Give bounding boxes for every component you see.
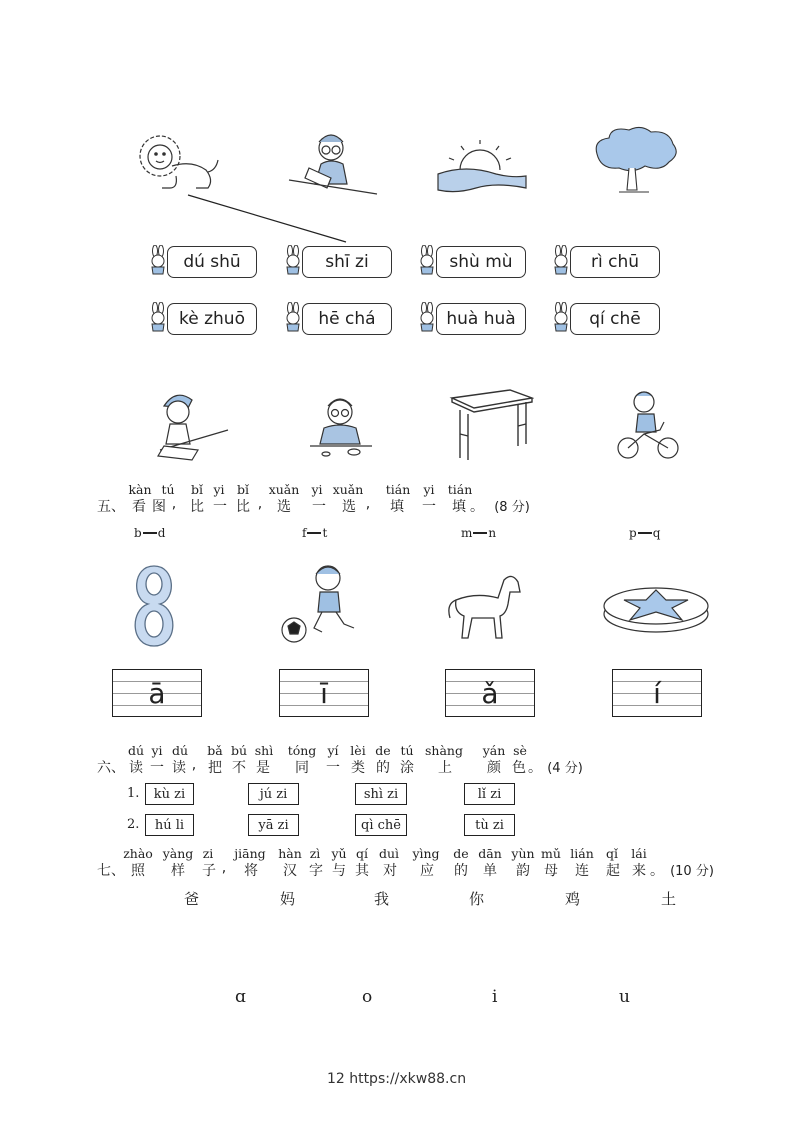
title-char: 字 [309,863,323,879]
letter: m [461,526,473,540]
score: (8 分) [494,500,530,515]
title-char: 填 [452,499,466,515]
title-char: 比 [236,499,250,515]
title-char: 填 [390,499,404,515]
title-char: , [365,496,371,512]
bunny-icon [416,302,438,332]
bunny-icon [147,245,169,275]
pinyin-syllable: yí [327,743,339,758]
pinyin-syllable: bǐ [237,482,249,497]
pinyin-syllable: zì [309,846,321,861]
title-char: 色 [512,760,526,776]
title-char: 选 [342,499,356,515]
pinyin-syllable: yùn [511,846,535,861]
title-char: 一 [326,760,340,776]
title-char: 的 [376,760,390,776]
page-footer: 12 https://xkw88.cn [326,1071,467,1087]
pinyin-card-ke-zhuo[interactable]: kè zhuō [167,303,257,335]
bunny-icon [416,245,438,275]
pinyin-syllable: yàng [162,846,194,861]
pair-dash [473,532,487,534]
title-char: 的 [454,863,468,879]
question-number: 五、 [97,499,125,515]
chinese-checkers-icon [602,578,710,634]
question-number: 六、 [97,760,125,776]
pinyin-card-he-cha[interactable]: hē chá [302,303,392,335]
hanzi-bà[interactable]: 爸 [184,890,200,908]
title-char: 比 [190,499,204,515]
letter: q [652,526,661,540]
tone-mark: í [653,677,661,710]
desk-icon [448,388,534,464]
word-box[interactable]: shì zi [355,783,407,805]
q5-title [0,496,793,516]
title-char: 。 [528,760,542,776]
title-char: 是 [256,760,270,776]
pinyin-syllable: qǐ [606,846,618,861]
pinyin-card-shu-mu[interactable]: shù mù [436,246,526,278]
pinyin-syllable: tián [385,482,411,497]
title-char: 汉 [283,863,297,879]
pinyin-syllable: yán [482,743,506,758]
pinyin-card-ri-chu[interactable]: rì chū [570,246,660,278]
pinyin-syllable: tóng [287,743,317,758]
pinyin-syllable: dān [478,846,502,861]
pinyin-syllable: sè [513,743,527,758]
tone-mark: ǎ [481,677,499,710]
pinyin-card-du-shu[interactable]: dú shū [167,246,257,278]
pinyin-syllable: lái [631,846,647,861]
hanzi-nǐ[interactable]: 你 [469,890,485,908]
title-char: 来 [632,863,646,879]
q7-title [0,860,793,880]
title-char: , [191,757,197,773]
title-char: 连 [575,863,589,879]
letter: d [157,526,166,540]
title-char: , [257,496,263,512]
title-char: 不 [232,760,246,776]
writing-box[interactable] [445,669,535,717]
pinyin-syllable: kàn [128,482,152,497]
number-eight-icon [124,562,182,650]
tone-mark: ī [320,677,328,710]
title-char: 起 [606,863,620,879]
bunny-icon [550,302,572,332]
title-char: 同 [295,760,309,776]
title-char: 涂 [400,760,414,776]
final-o[interactable]: o [362,987,373,1007]
pinyin-syllable: yi [151,743,163,758]
pinyin-syllable: lián [570,846,594,861]
boy-drinking-tea-icon [306,388,376,464]
word-box[interactable]: qì chē [355,814,407,836]
hanzi-wǒ[interactable]: 我 [374,890,390,908]
title-char: 。 [650,863,664,879]
word-box[interactable]: kù zi [145,783,194,805]
pair-dash [307,532,321,534]
pinyin-syllable: xuǎn [332,482,364,497]
pinyin-syllable: shàng [425,743,463,758]
pinyin-syllable: xuǎn [268,482,300,497]
title-char: 上 [438,760,452,776]
pinyin-card-hua-hua[interactable]: huà huà [436,303,526,335]
writing-box[interactable] [112,669,202,717]
letter: p [629,526,637,540]
boy-kicking-ball-icon [278,562,362,644]
pinyin-syllable: zhào [123,846,153,861]
title-char: 一 [422,499,436,515]
boy-cycling-icon [614,386,684,464]
pair-dash [143,532,157,534]
title-char: 对 [383,863,397,879]
horse-icon [446,570,526,642]
letter-pair-p-q [629,526,660,540]
score: (4 分) [547,761,583,776]
bunny-icon [147,302,169,332]
letter: t [322,526,328,540]
title-char: 读 [129,760,143,776]
letter-pair-b-d [134,526,165,540]
title-char: 照 [131,863,145,879]
title-char: 看 [132,499,146,515]
title-char: 与 [332,863,346,879]
pinyin-syllable: shì [254,743,274,758]
pinyin-syllable: zi [202,846,214,861]
pinyin-syllable: de [375,743,391,758]
word-box[interactable]: hú li [145,814,194,836]
writing-box[interactable] [279,669,369,717]
score: (10 分) [670,864,714,879]
question-number: 七、 [97,863,125,879]
pinyin-syllable: lèi [350,743,366,758]
title-char: 韵 [516,863,530,879]
title-char: 读 [172,760,186,776]
pinyin-syllable: tián [447,482,473,497]
pinyin-syllable: yìng [412,846,440,861]
pinyin-syllable: tú [400,743,414,758]
word-box[interactable]: yā zi [248,814,299,836]
pinyin-syllable: bǐ [191,482,203,497]
pinyin-card-qi-che[interactable]: qí chē [570,303,660,335]
pinyin-syllable: yǔ [331,846,347,861]
bunny-icon [550,245,572,275]
writing-box[interactable] [612,669,702,717]
pinyin-syllable: jiāng [234,846,266,861]
pinyin-syllable: qí [356,846,368,861]
title-char: 选 [277,499,291,515]
pinyin-syllable: mǔ [541,846,561,861]
title-char: 图 [152,499,166,515]
title-char: 颜 [487,760,501,776]
letter-pair-m-n [461,526,496,540]
q6-title [0,757,793,777]
title-char: 样 [171,863,185,879]
word-box[interactable]: tù zi [464,814,515,836]
pinyin-syllable: de [453,846,469,861]
title-char: , [171,496,177,512]
letter: b [134,526,142,540]
final-a[interactable]: ɑ [235,987,246,1007]
word-box[interactable]: lǐ zi [464,783,515,805]
letter: n [488,526,497,540]
hanzi-jī[interactable]: 鸡 [565,890,581,908]
hanzi-tǔ[interactable]: 土 [661,890,677,908]
pinyin-syllable: tú [161,482,175,497]
pinyin-syllable: bú [230,743,248,758]
pinyin-syllable: yi [423,482,435,497]
title-char: 把 [208,760,222,776]
letter-pair-f-t [302,526,327,540]
title-char: 将 [244,863,258,879]
title-char: 母 [544,863,558,879]
title-char: 一 [150,760,164,776]
title-char: 应 [420,863,434,879]
pinyin-syllable: bǎ [207,743,223,758]
row-number: 2. [127,817,140,832]
title-char: 子 [202,863,216,879]
title-char: , [221,860,227,876]
title-char: 类 [351,760,365,776]
pinyin-syllable: yi [311,482,323,497]
bunny-icon [282,245,304,275]
letter: f [302,526,307,540]
word-box[interactable]: jú zi [248,783,299,805]
pinyin-syllable: yi [213,482,225,497]
example-connecting-line [0,0,793,300]
title-char: 单 [483,863,497,879]
pinyin-syllable: hàn [278,846,302,861]
pair-dash [638,532,652,534]
pinyin-syllable: dú [127,743,145,758]
pinyin-syllable: dú [171,743,189,758]
bunny-icon [282,302,304,332]
boy-drawing-icon [152,384,232,464]
pinyin-card-shi-zi[interactable]: shī zi [302,246,392,278]
title-char: 。 [470,499,484,515]
title-char: 一 [213,499,227,515]
tone-mark: ā [148,677,166,710]
final-i[interactable]: i [492,987,498,1007]
title-char: 一 [312,499,326,515]
hanzi-mā[interactable]: 妈 [280,890,296,908]
title-char: 其 [355,863,369,879]
pinyin-syllable: duì [378,846,400,861]
final-u[interactable]: u [619,987,630,1007]
row-number: 1. [127,786,140,801]
